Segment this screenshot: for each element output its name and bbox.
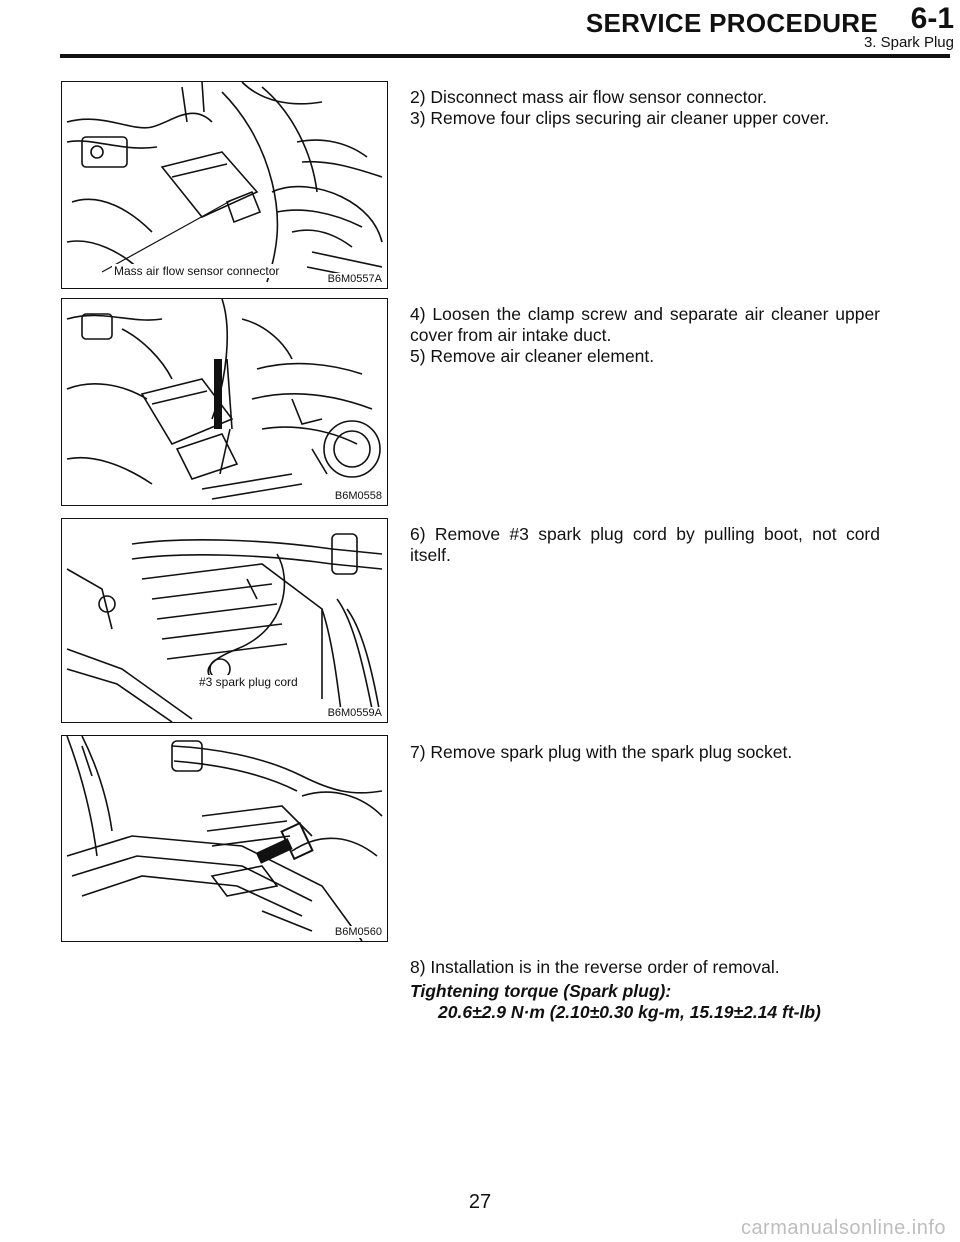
header-title: SERVICE PROCEDURE	[585, 8, 878, 38]
figure-air-cleaner-cover	[61, 298, 388, 506]
header-rule	[60, 54, 950, 58]
figure-code: B6M0558	[334, 490, 382, 502]
figure-mass-air-flow-sensor	[61, 81, 388, 289]
step-6: 6) Remove #3 spark plug cord by pulling boot, not cord itself.	[410, 524, 880, 565]
step-7: 7) Remove spark plug with the spark plug socket.	[410, 742, 793, 762]
figure-code: B6M0560	[334, 926, 382, 938]
figure-callout: Mass air flow sensor connector	[114, 264, 280, 278]
step-4: 4) Loosen the clamp screw and separate air cleaner upper cover from air intake duct.	[410, 304, 880, 345]
step-8: 8) Installation is in the reverse order of removal.	[410, 957, 780, 977]
figure-spark-plug-socket	[61, 735, 388, 942]
figure-spark-plug-cord	[61, 518, 388, 723]
page-number: 27	[468, 1191, 492, 1213]
header-section-number: 6-1	[910, 2, 954, 35]
step-2: 2) Disconnect mass air flow sensor connector.	[410, 87, 767, 107]
step-3: 3) Remove four clips securing air cleaner upper cover.	[410, 108, 830, 128]
figure-code: B6M0559A	[327, 707, 382, 719]
step-5: 5) Remove air cleaner element.	[410, 346, 655, 366]
torque-value: 20.6±2.9 N·m (2.10±0.30 kg-m, 15.19±2.14 ft-lb)	[438, 1002, 821, 1022]
header-subtitle: 3. Spark Plug	[863, 34, 954, 51]
spark-plug-cord-illustration	[62, 519, 387, 722]
figure-callout: #3 spark plug cord	[199, 675, 298, 689]
watermark: carmanualsonline.info	[740, 1217, 946, 1239]
torque-label: Tightening torque (Spark plug):	[410, 981, 672, 1001]
air-cleaner-cover-illustration	[62, 299, 387, 505]
mass-air-flow-sensor-illustration	[62, 82, 387, 288]
spark-plug-socket-illustration	[62, 736, 387, 941]
figure-code: B6M0557A	[327, 273, 382, 285]
